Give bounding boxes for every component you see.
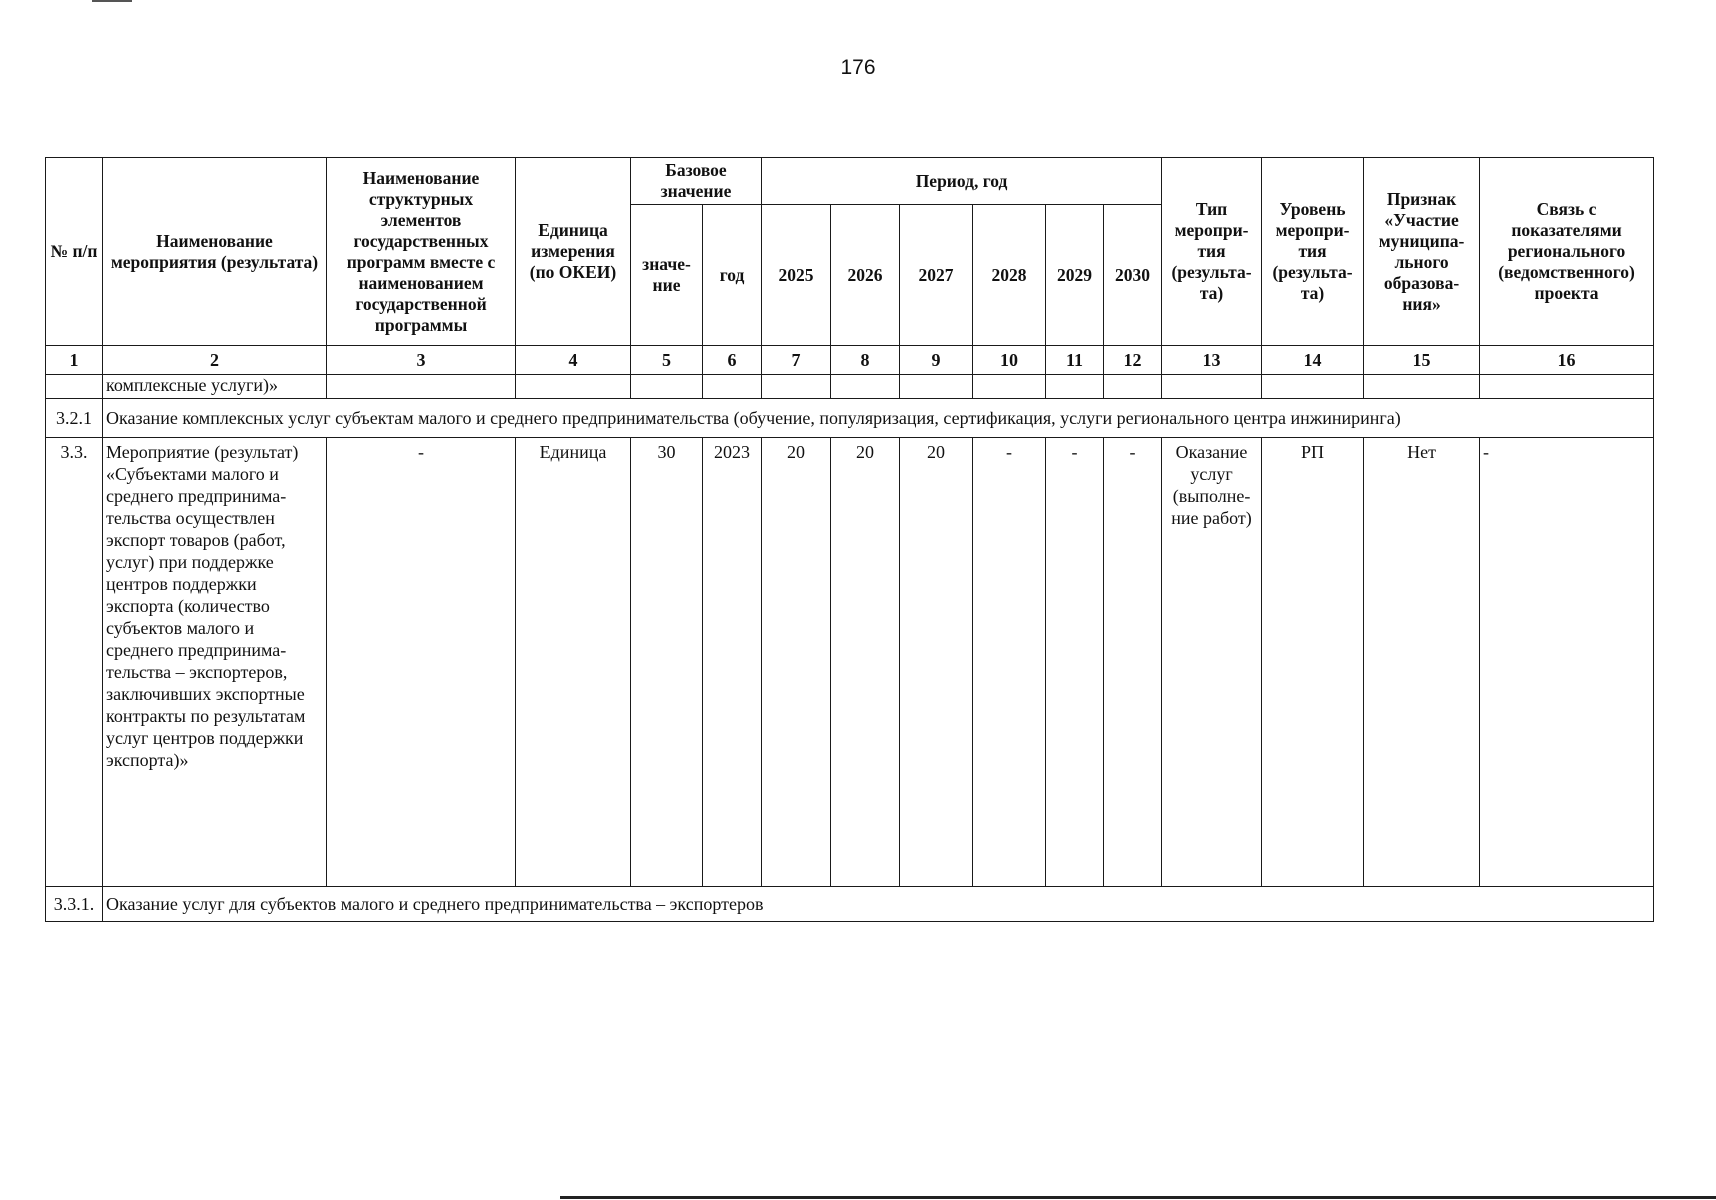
header-struct: Наименование структурных элементов государственных программ вместе с наименованием государственной программы [327,158,516,346]
header-base-value: значе-ние [631,205,703,346]
column-number: 9 [900,346,973,375]
row-description: Оказание комплексных услуг субъектам малого и среднего предпринимательства (обучение, популяризация, сертификация, услуги регионального центра инжиниринга) [103,399,1654,438]
value-2027: 20 [900,438,973,887]
cell-empty [703,375,762,399]
column-number-row [46,346,1654,375]
row-description: Оказание услуг для субъектов малого и среднего предпринимательства – экспортеров [103,887,1654,922]
column-number: 1 [46,346,103,375]
header-unit: Единица измерения (по ОКЕИ) [516,158,631,346]
header-sign: Признак «Участие муниципа-льного образова-ния» [1364,158,1480,346]
header-period: Период, год [762,158,1162,205]
cell-empty [900,375,973,399]
column-number: 11 [1046,346,1104,375]
column-number: 14 [1262,346,1364,375]
header-type: Тип меропри-тия (результа-та) [1162,158,1262,346]
header-name: Наименование мероприятия (результата) [103,158,327,346]
continuation-row [46,375,1654,399]
header-year-2026: 2026 [831,205,900,346]
column-number: 7 [762,346,831,375]
value-2025: 20 [762,438,831,887]
scan-artifact-bottom [560,1196,1716,1199]
unit: Единица [516,438,631,887]
cell-empty [1262,375,1364,399]
row-3-2-1 [46,399,1654,438]
header-level: Уровень меропри-тия (результа-та) [1262,158,1364,346]
column-number: 5 [631,346,703,375]
header-year-2027: 2027 [900,205,973,346]
column-number: 15 [1364,346,1480,375]
value-2029: - [1046,438,1104,887]
header-year-2025: 2025 [762,205,831,346]
column-number: 13 [1162,346,1262,375]
column-number: 8 [831,346,900,375]
activity-type: Оказание услуг (выполне-ние работ) [1162,438,1262,887]
row-3-3-1 [46,887,1654,922]
header-base-year: год [703,205,762,346]
header-year-2029: 2029 [1046,205,1104,346]
column-number: 4 [516,346,631,375]
activity-level: РП [1262,438,1364,887]
column-number: 6 [703,346,762,375]
scan-artifact-top [92,0,132,2]
row-number: 3.3.1. [46,887,103,922]
continuation-name: комплексные услуги)» [103,375,327,399]
cell-empty [1162,375,1262,399]
cell-empty [762,375,831,399]
struct-element: - [327,438,516,887]
cell-empty [973,375,1046,399]
row-number: 3.3. [46,438,103,887]
cell-empty [1046,375,1104,399]
cell-empty [46,375,103,399]
header-base: Базовое значение [631,158,762,205]
header-row-top [46,158,1654,205]
cell-empty [1480,375,1654,399]
header-year-2030: 2030 [1104,205,1162,346]
base-year: 2023 [703,438,762,887]
row-3-3 [46,438,1654,887]
column-number: 3 [327,346,516,375]
column-number: 2 [103,346,327,375]
cell-empty [1104,375,1162,399]
cell-empty [831,375,900,399]
header-link: Связь с показателями регионального (ведомственного) проекта [1480,158,1654,346]
column-number: 12 [1104,346,1162,375]
project-link: - [1480,438,1654,887]
activity-name: Мероприятие (результат) «Субъектами малого и среднего предпринима-тельства осуществлен экспорт товаров (работ, услуг) при поддержке центров поддержки экспорта (количество субъектов малого и среднего предпринима-тельства – экспортеров, заключивших экспортные контракты по результатам услуг центров поддержки экспорта)» [103,438,327,887]
value-2030: - [1104,438,1162,887]
header-year-2028: 2028 [973,205,1046,346]
header-no: № п/п [46,158,103,346]
cell-empty [516,375,631,399]
value-2028: - [973,438,1046,887]
column-number: 16 [1480,346,1654,375]
base-value: 30 [631,438,703,887]
cell-empty [631,375,703,399]
row-number: 3.2.1 [46,399,103,438]
municipal-participation: Нет [1364,438,1480,887]
cell-empty [1364,375,1480,399]
value-2026: 20 [831,438,900,887]
activities-table [45,157,1654,922]
column-number: 10 [973,346,1046,375]
cell-empty [327,375,516,399]
page-number: 176 [840,56,876,79]
